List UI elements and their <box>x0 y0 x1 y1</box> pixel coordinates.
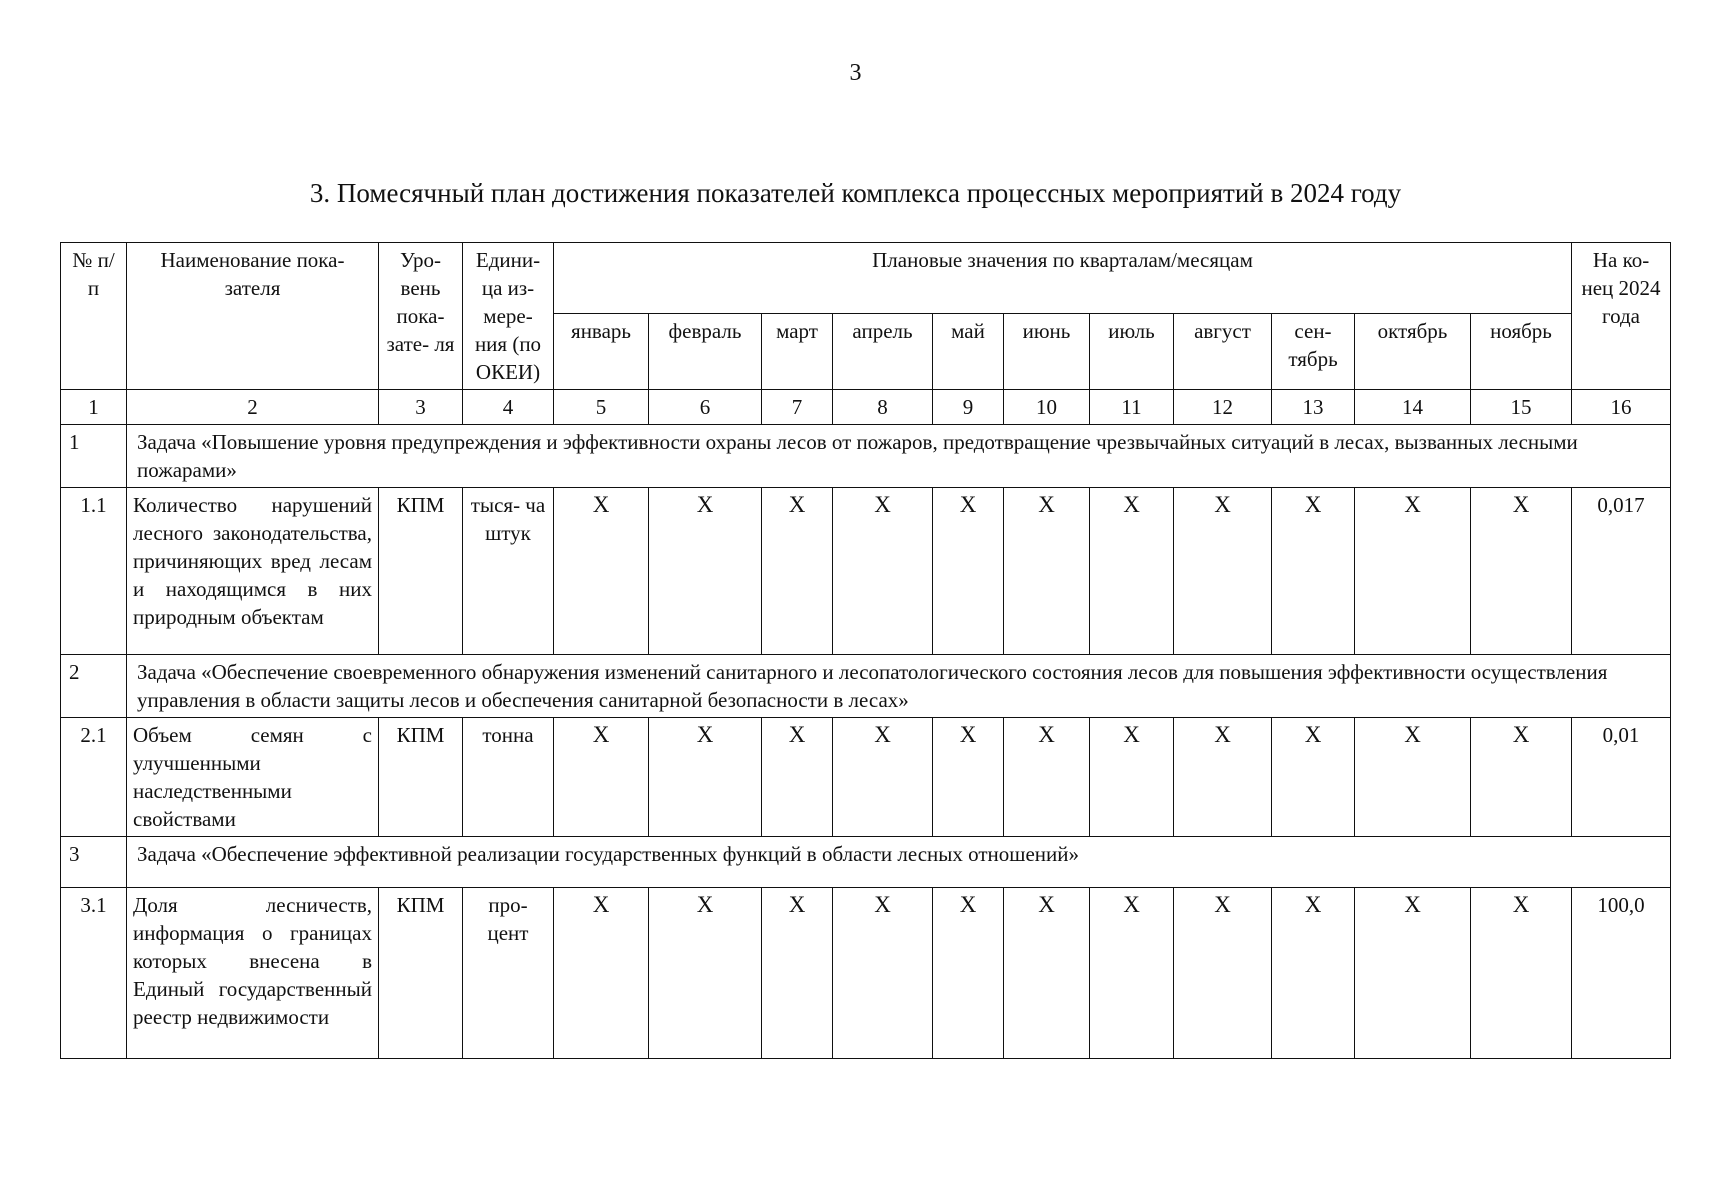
month-value: X <box>933 888 1004 1059</box>
month-value: X <box>762 488 833 655</box>
end-of-year-value: 0,017 <box>1572 488 1671 655</box>
column-number: 7 <box>762 390 833 425</box>
month-value: X <box>649 718 762 837</box>
column-number: 2 <box>127 390 379 425</box>
month-value: X <box>762 718 833 837</box>
indicator-name: Объем семян с улучшенными наследственными свойствами <box>127 718 379 837</box>
column-number-row <box>61 390 1671 425</box>
month-value: X <box>1090 888 1174 1059</box>
header-plan: Плановые значения по кварталам/месяцам <box>554 243 1572 314</box>
month-value: X <box>1004 888 1090 1059</box>
month-value: X <box>1004 488 1090 655</box>
page-number: 3 <box>849 60 862 86</box>
task-text: Задача «Повышение уровня предупреждения и эффективности охраны лесов от пожаров, предотвращение чрезвычайных ситуаций в лесах, вызванных лесными пожарами» <box>127 425 1671 488</box>
task-number: 3 <box>61 837 127 888</box>
month-value: X <box>762 888 833 1059</box>
column-number: 15 <box>1471 390 1572 425</box>
indicator-level: КПМ <box>379 718 463 837</box>
month-header: май <box>933 313 1004 389</box>
end-of-year-value: 0,01 <box>1572 718 1671 837</box>
month-value: X <box>833 718 933 837</box>
month-value: X <box>649 888 762 1059</box>
task-text: Задача «Обеспечение своевременного обнаружения изменений санитарного и лесопатологического состояния лесов для повышения эффективности осуществления управления в области защиты лесов и обеспечения санитарной безопасности в лесах» <box>127 655 1671 718</box>
header-name: Наименование пока- зателя <box>127 243 379 390</box>
header-row <box>61 243 1671 314</box>
indicator-level: КПМ <box>379 488 463 655</box>
end-of-year-value: 100,0 <box>1572 888 1671 1059</box>
indicator-number: 1.1 <box>61 488 127 655</box>
month-value: X <box>554 888 649 1059</box>
indicator-unit: тыся- ча штук <box>463 488 554 655</box>
column-number: 5 <box>554 390 649 425</box>
column-number: 16 <box>1572 390 1671 425</box>
month-header: сен- тябрь <box>1272 313 1355 389</box>
indicator-row <box>61 488 1671 655</box>
indicator-unit: про- цент <box>463 888 554 1059</box>
month-value: X <box>1004 718 1090 837</box>
task-number: 1 <box>61 425 127 488</box>
column-number: 4 <box>463 390 554 425</box>
header-level: Уро- вень пока- зате- ля <box>379 243 463 390</box>
indicator-unit: тонна <box>463 718 554 837</box>
month-value: X <box>833 888 933 1059</box>
month-value: X <box>554 718 649 837</box>
column-number: 1 <box>61 390 127 425</box>
month-value: X <box>1471 888 1572 1059</box>
task-row <box>61 425 1671 488</box>
task-row <box>61 837 1671 888</box>
column-number: 3 <box>379 390 463 425</box>
column-number: 8 <box>833 390 933 425</box>
month-value: X <box>1272 888 1355 1059</box>
month-header: август <box>1174 313 1272 389</box>
month-header: апрель <box>833 313 933 389</box>
task-number: 2 <box>61 655 127 718</box>
month-header: март <box>762 313 833 389</box>
month-value: X <box>1272 488 1355 655</box>
column-number: 6 <box>649 390 762 425</box>
month-value: X <box>1355 888 1471 1059</box>
month-value: X <box>1090 488 1174 655</box>
header-end: На ко- нец 2024 года <box>1572 243 1671 390</box>
month-value: X <box>1174 888 1272 1059</box>
month-header: ноябрь <box>1471 313 1572 389</box>
indicator-row <box>61 718 1671 837</box>
month-value: X <box>649 488 762 655</box>
column-number: 14 <box>1355 390 1471 425</box>
month-value: X <box>554 488 649 655</box>
month-value: X <box>933 718 1004 837</box>
month-value: X <box>1355 488 1471 655</box>
column-number: 12 <box>1174 390 1272 425</box>
task-text: Задача «Обеспечение эффективной реализации государственных функций в области лесных отношений» <box>127 837 1671 888</box>
indicator-number: 3.1 <box>61 888 127 1059</box>
month-value: X <box>1471 488 1572 655</box>
column-number: 10 <box>1004 390 1090 425</box>
month-value: X <box>1090 718 1174 837</box>
month-header: июнь <box>1004 313 1090 389</box>
month-header: октябрь <box>1355 313 1471 389</box>
header-unit: Едини- ца из- мере- ния (по ОКЕИ) <box>463 243 554 390</box>
indicator-level: КПМ <box>379 888 463 1059</box>
indicator-name: Доля лесничеств, информация о границах которых внесена в Единый государственный реестр недвижимости <box>127 888 379 1059</box>
plan-table <box>60 242 1671 1059</box>
indicator-number: 2.1 <box>61 718 127 837</box>
month-value: X <box>1272 718 1355 837</box>
month-header: февраль <box>649 313 762 389</box>
column-number: 13 <box>1272 390 1355 425</box>
indicator-name: Количество нарушений лесного законодательства, причиняющих вред лесам и находящимся в них природным объектам <box>127 488 379 655</box>
column-number: 9 <box>933 390 1004 425</box>
month-value: X <box>1174 488 1272 655</box>
month-value: X <box>1355 718 1471 837</box>
document-title: 3. Помесячный план достижения показателей комплекса процессных мероприятий в 2024 году <box>309 178 1402 208</box>
indicator-row <box>61 888 1671 1059</box>
month-value: X <box>933 488 1004 655</box>
header-num: № п/п <box>61 243 127 390</box>
month-value: X <box>1471 718 1572 837</box>
month-value: X <box>1174 718 1272 837</box>
task-row <box>61 655 1671 718</box>
month-header: январь <box>554 313 649 389</box>
column-number: 11 <box>1090 390 1174 425</box>
month-header: июль <box>1090 313 1174 389</box>
month-value: X <box>833 488 933 655</box>
